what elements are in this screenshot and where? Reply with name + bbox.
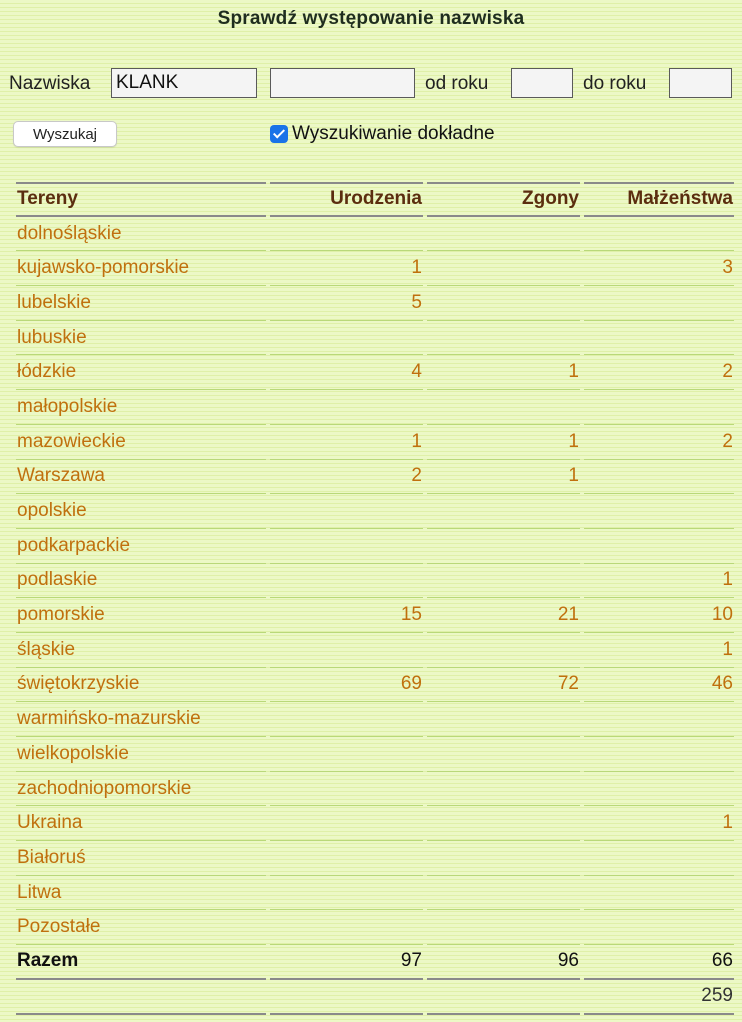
births-count	[270, 772, 423, 807]
table-row	[16, 321, 734, 356]
table-row	[16, 702, 734, 737]
year-to-input[interactable]	[669, 68, 732, 98]
region-name[interactable]: łódzkie	[16, 355, 266, 390]
births-count	[270, 564, 423, 599]
marriages-count[interactable]: 2	[584, 355, 734, 390]
deaths-count	[427, 321, 580, 356]
births-count	[270, 529, 423, 564]
header-zgony: Zgony	[427, 182, 580, 217]
deaths-count	[427, 286, 580, 321]
marriages-count	[584, 910, 734, 945]
total-births: 97	[270, 945, 423, 980]
table-row	[16, 251, 734, 286]
marriages-count	[584, 460, 734, 495]
region-name[interactable]: małopolskie	[16, 390, 266, 425]
table-row	[16, 564, 734, 599]
births-count	[270, 876, 423, 911]
marriages-count	[584, 772, 734, 807]
marriages-count	[584, 390, 734, 425]
table-row	[16, 286, 734, 321]
grand-total-spacer	[270, 980, 423, 1015]
deaths-count[interactable]: 72	[427, 668, 580, 703]
table-row	[16, 494, 734, 529]
table-row	[16, 668, 734, 703]
deaths-count	[427, 494, 580, 529]
births-count	[270, 806, 423, 841]
search-button[interactable]: Wyszukaj	[13, 121, 117, 147]
year-from-input[interactable]	[511, 68, 573, 98]
page-title: Sprawdź występowanie nazwiska	[217, 8, 525, 29]
table-row	[16, 460, 734, 495]
region-name[interactable]: Litwa	[16, 876, 266, 911]
births-count	[270, 390, 423, 425]
total-label: Razem	[16, 945, 266, 980]
results-table	[12, 182, 738, 1015]
deaths-count	[427, 529, 580, 564]
table-row	[16, 598, 734, 633]
table-row	[16, 806, 734, 841]
marriages-count	[584, 494, 734, 529]
table-row	[16, 841, 734, 876]
marriages-count[interactable]: 10	[584, 598, 734, 633]
births-count	[270, 633, 423, 668]
table-row	[16, 633, 734, 668]
year-to-label: do roku	[583, 73, 647, 94]
marriages-count	[584, 217, 734, 252]
exact-search-checkbox[interactable]	[270, 125, 288, 143]
header-tereny: Tereny	[16, 182, 266, 217]
deaths-count	[427, 702, 580, 737]
births-count	[270, 702, 423, 737]
marriages-count	[584, 529, 734, 564]
births-count[interactable]: 2	[270, 460, 423, 495]
births-count	[270, 217, 423, 252]
region-name[interactable]: pomorskie	[16, 598, 266, 633]
region-name[interactable]: wielkopolskie	[16, 737, 266, 772]
deaths-count	[427, 564, 580, 599]
deaths-count	[427, 876, 580, 911]
region-name[interactable]: opolskie	[16, 494, 266, 529]
births-count	[270, 910, 423, 945]
deaths-count[interactable]: 1	[427, 460, 580, 495]
deaths-count	[427, 772, 580, 807]
marriages-count[interactable]: 1	[584, 806, 734, 841]
deaths-count	[427, 251, 580, 286]
deaths-count	[427, 217, 580, 252]
table-row	[16, 876, 734, 911]
deaths-count	[427, 390, 580, 425]
births-count[interactable]: 4	[270, 355, 423, 390]
region-name[interactable]: Pozostałe	[16, 910, 266, 945]
table-row	[16, 425, 734, 460]
marriages-count	[584, 876, 734, 911]
marriages-count	[584, 286, 734, 321]
region-name[interactable]: Ukraina	[16, 806, 266, 841]
region-name[interactable]: mazowieckie	[16, 425, 266, 460]
region-name[interactable]: podkarpackie	[16, 529, 266, 564]
grand-total-row	[16, 980, 734, 1015]
region-name[interactable]: lubelskie	[16, 286, 266, 321]
surname-input-2[interactable]	[270, 68, 415, 98]
table-row	[16, 390, 734, 425]
deaths-count[interactable]: 1	[427, 425, 580, 460]
births-count[interactable]: 1	[270, 251, 423, 286]
marriages-count	[584, 321, 734, 356]
marriages-count	[584, 737, 734, 772]
region-name[interactable]: podlaskie	[16, 564, 266, 599]
births-count	[270, 737, 423, 772]
total-marriages: 66	[584, 945, 734, 980]
header-malzenstwa: Małżeństwa	[584, 182, 734, 217]
table-row	[16, 737, 734, 772]
region-name[interactable]: warmińsko-mazurskie	[16, 702, 266, 737]
table-row	[16, 529, 734, 564]
marriages-count[interactable]: 3	[584, 251, 734, 286]
exact-search-label[interactable]: Wyszukiwanie dokładne	[292, 123, 495, 144]
deaths-count	[427, 633, 580, 668]
grand-total-spacer	[427, 980, 580, 1015]
region-name[interactable]: kujawsko-pomorskie	[16, 251, 266, 286]
total-deaths: 96	[427, 945, 580, 980]
region-name[interactable]: dolnośląskie	[16, 217, 266, 252]
births-count	[270, 841, 423, 876]
deaths-count	[427, 910, 580, 945]
marriages-count[interactable]: 2	[584, 425, 734, 460]
surname-input-1[interactable]	[111, 68, 257, 98]
region-name[interactable]: Białoruś	[16, 841, 266, 876]
marriages-count	[584, 841, 734, 876]
table-header-row	[16, 182, 734, 217]
births-count[interactable]: 1	[270, 425, 423, 460]
region-name[interactable]: zachodniopomorskie	[16, 772, 266, 807]
region-name[interactable]: śląskie	[16, 633, 266, 668]
marriages-count[interactable]: 1	[584, 633, 734, 668]
header-urodzenia: Urodzenia	[270, 182, 423, 217]
marriages-count	[584, 702, 734, 737]
deaths-count[interactable]: 1	[427, 355, 580, 390]
table-row	[16, 772, 734, 807]
total-row	[16, 945, 734, 980]
births-count[interactable]: 69	[270, 668, 423, 703]
deaths-count	[427, 737, 580, 772]
marriages-count[interactable]: 46	[584, 668, 734, 703]
region-name[interactable]: Warszawa	[16, 460, 266, 495]
region-name[interactable]: lubuskie	[16, 321, 266, 356]
grand-total-spacer	[16, 980, 266, 1015]
marriages-count[interactable]: 1	[584, 564, 734, 599]
births-count[interactable]: 5	[270, 286, 423, 321]
deaths-count[interactable]: 21	[427, 598, 580, 633]
surname-label: Nazwiska	[9, 73, 91, 94]
table-row	[16, 355, 734, 390]
table-row	[16, 910, 734, 945]
year-from-label: od roku	[425, 73, 489, 94]
deaths-count	[427, 841, 580, 876]
deaths-count	[427, 806, 580, 841]
births-count	[270, 494, 423, 529]
region-name[interactable]: świętokrzyskie	[16, 668, 266, 703]
table-row	[16, 217, 734, 252]
grand-total-value: 259	[584, 980, 734, 1015]
births-count	[270, 321, 423, 356]
births-count[interactable]: 15	[270, 598, 423, 633]
